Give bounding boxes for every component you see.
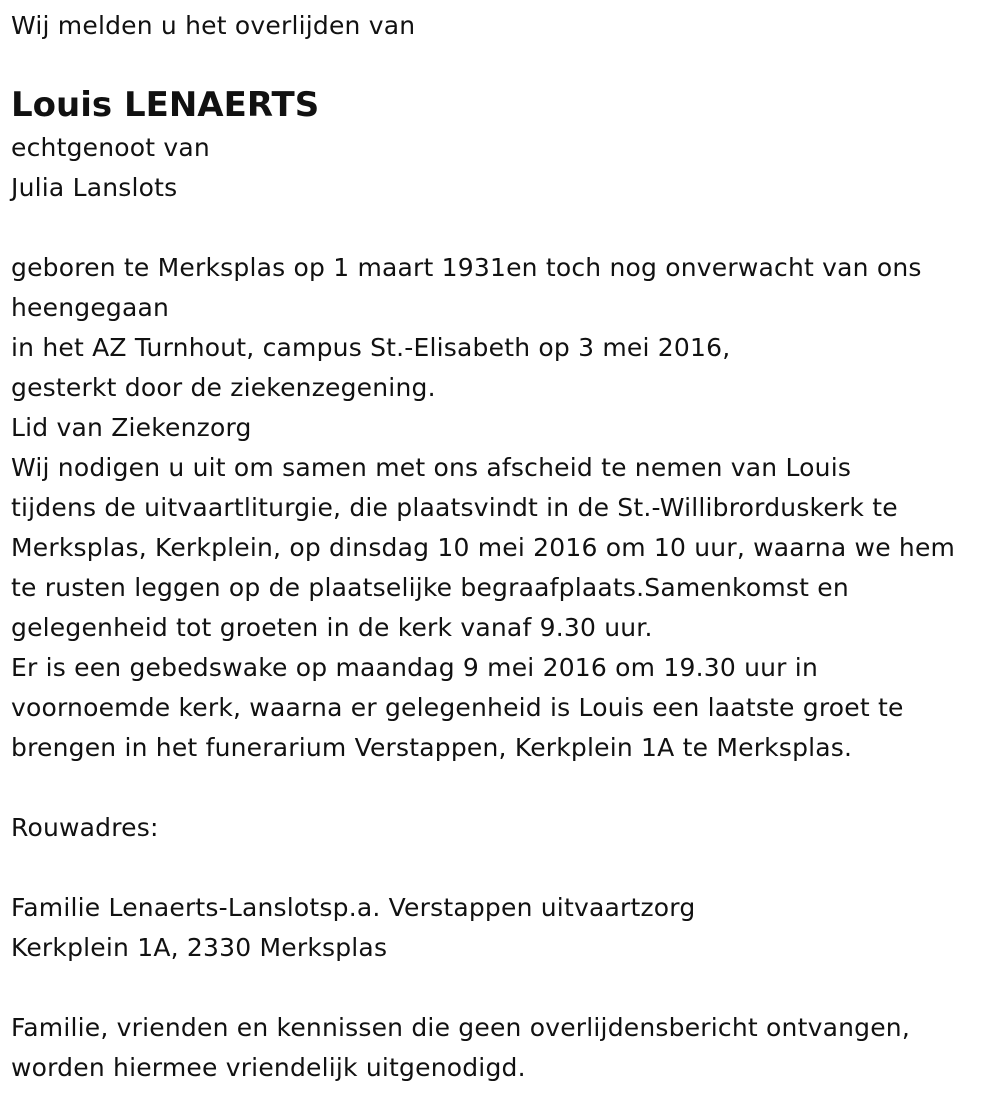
body-line: Wij nodigen u uit om samen met ons afscheid te nemen van Louis xyxy=(11,453,852,482)
address-line: Kerkplein 1A, 2330 Merksplas xyxy=(11,933,388,962)
announcement-body xyxy=(11,248,991,768)
body-line: in het AZ Turnhout, campus St.-Elisabeth op 3 mei 2016, xyxy=(11,333,731,362)
body-line: brengen in het funerarium Verstappen, Kerkplein 1A te Merksplas. xyxy=(11,733,853,762)
closing-line: Familie, vrienden en kennissen die geen overlijdensbericht ontvangen, xyxy=(11,1013,910,1042)
body-line: gesterkt door de ziekenzegening. xyxy=(11,373,436,402)
address-line: Familie Lenaerts-Lanslotsp.a. Verstappen uitvaartzorg xyxy=(11,893,696,922)
deceased-name: Louis LENAERTS xyxy=(11,85,320,125)
body-line: tijdens de uitvaartliturgie, die plaatsvindt in de St.-Willibrorduskerk te xyxy=(11,493,898,522)
body-line: Lid van Ziekenzorg xyxy=(11,413,252,442)
spacer xyxy=(11,208,991,248)
spouse-name: Julia Lanslots xyxy=(11,173,178,202)
body-line: geboren te Merksplas op 1 maart 1931en toch nog onverwacht van ons xyxy=(11,253,922,282)
spouse-label: echtgenoot van xyxy=(11,133,210,162)
spacer xyxy=(11,768,991,808)
body-line: Er is een gebedswake op maandag 9 mei 2016 om 19.30 uur in xyxy=(11,653,818,682)
body-line: gelegenheid tot groeten in de kerk vanaf 9.30 uur. xyxy=(11,613,653,642)
rouwadres-label: Rouwadres: xyxy=(11,813,159,842)
body-line: Merksplas, Kerkplein, op dinsdag 10 mei 2016 om 10 uur, waarna we hem xyxy=(11,533,956,562)
closing-line: worden hiermee vriendelijk uitgenodigd. xyxy=(11,1053,526,1082)
spacer xyxy=(11,848,991,888)
mourning-address xyxy=(11,888,991,968)
intro-text: Wij melden u het overlijden van xyxy=(11,11,416,40)
obituary-notice xyxy=(11,0,991,1088)
closing-text xyxy=(11,1008,991,1088)
body-line: te rusten leggen op de plaatselijke begraafplaats.Samenkomst en xyxy=(11,573,849,602)
spacer xyxy=(11,968,991,1008)
body-line: heengegaan xyxy=(11,293,170,322)
body-line: voornoemde kerk, waarna er gelegenheid is Louis een laatste groet te xyxy=(11,693,904,722)
